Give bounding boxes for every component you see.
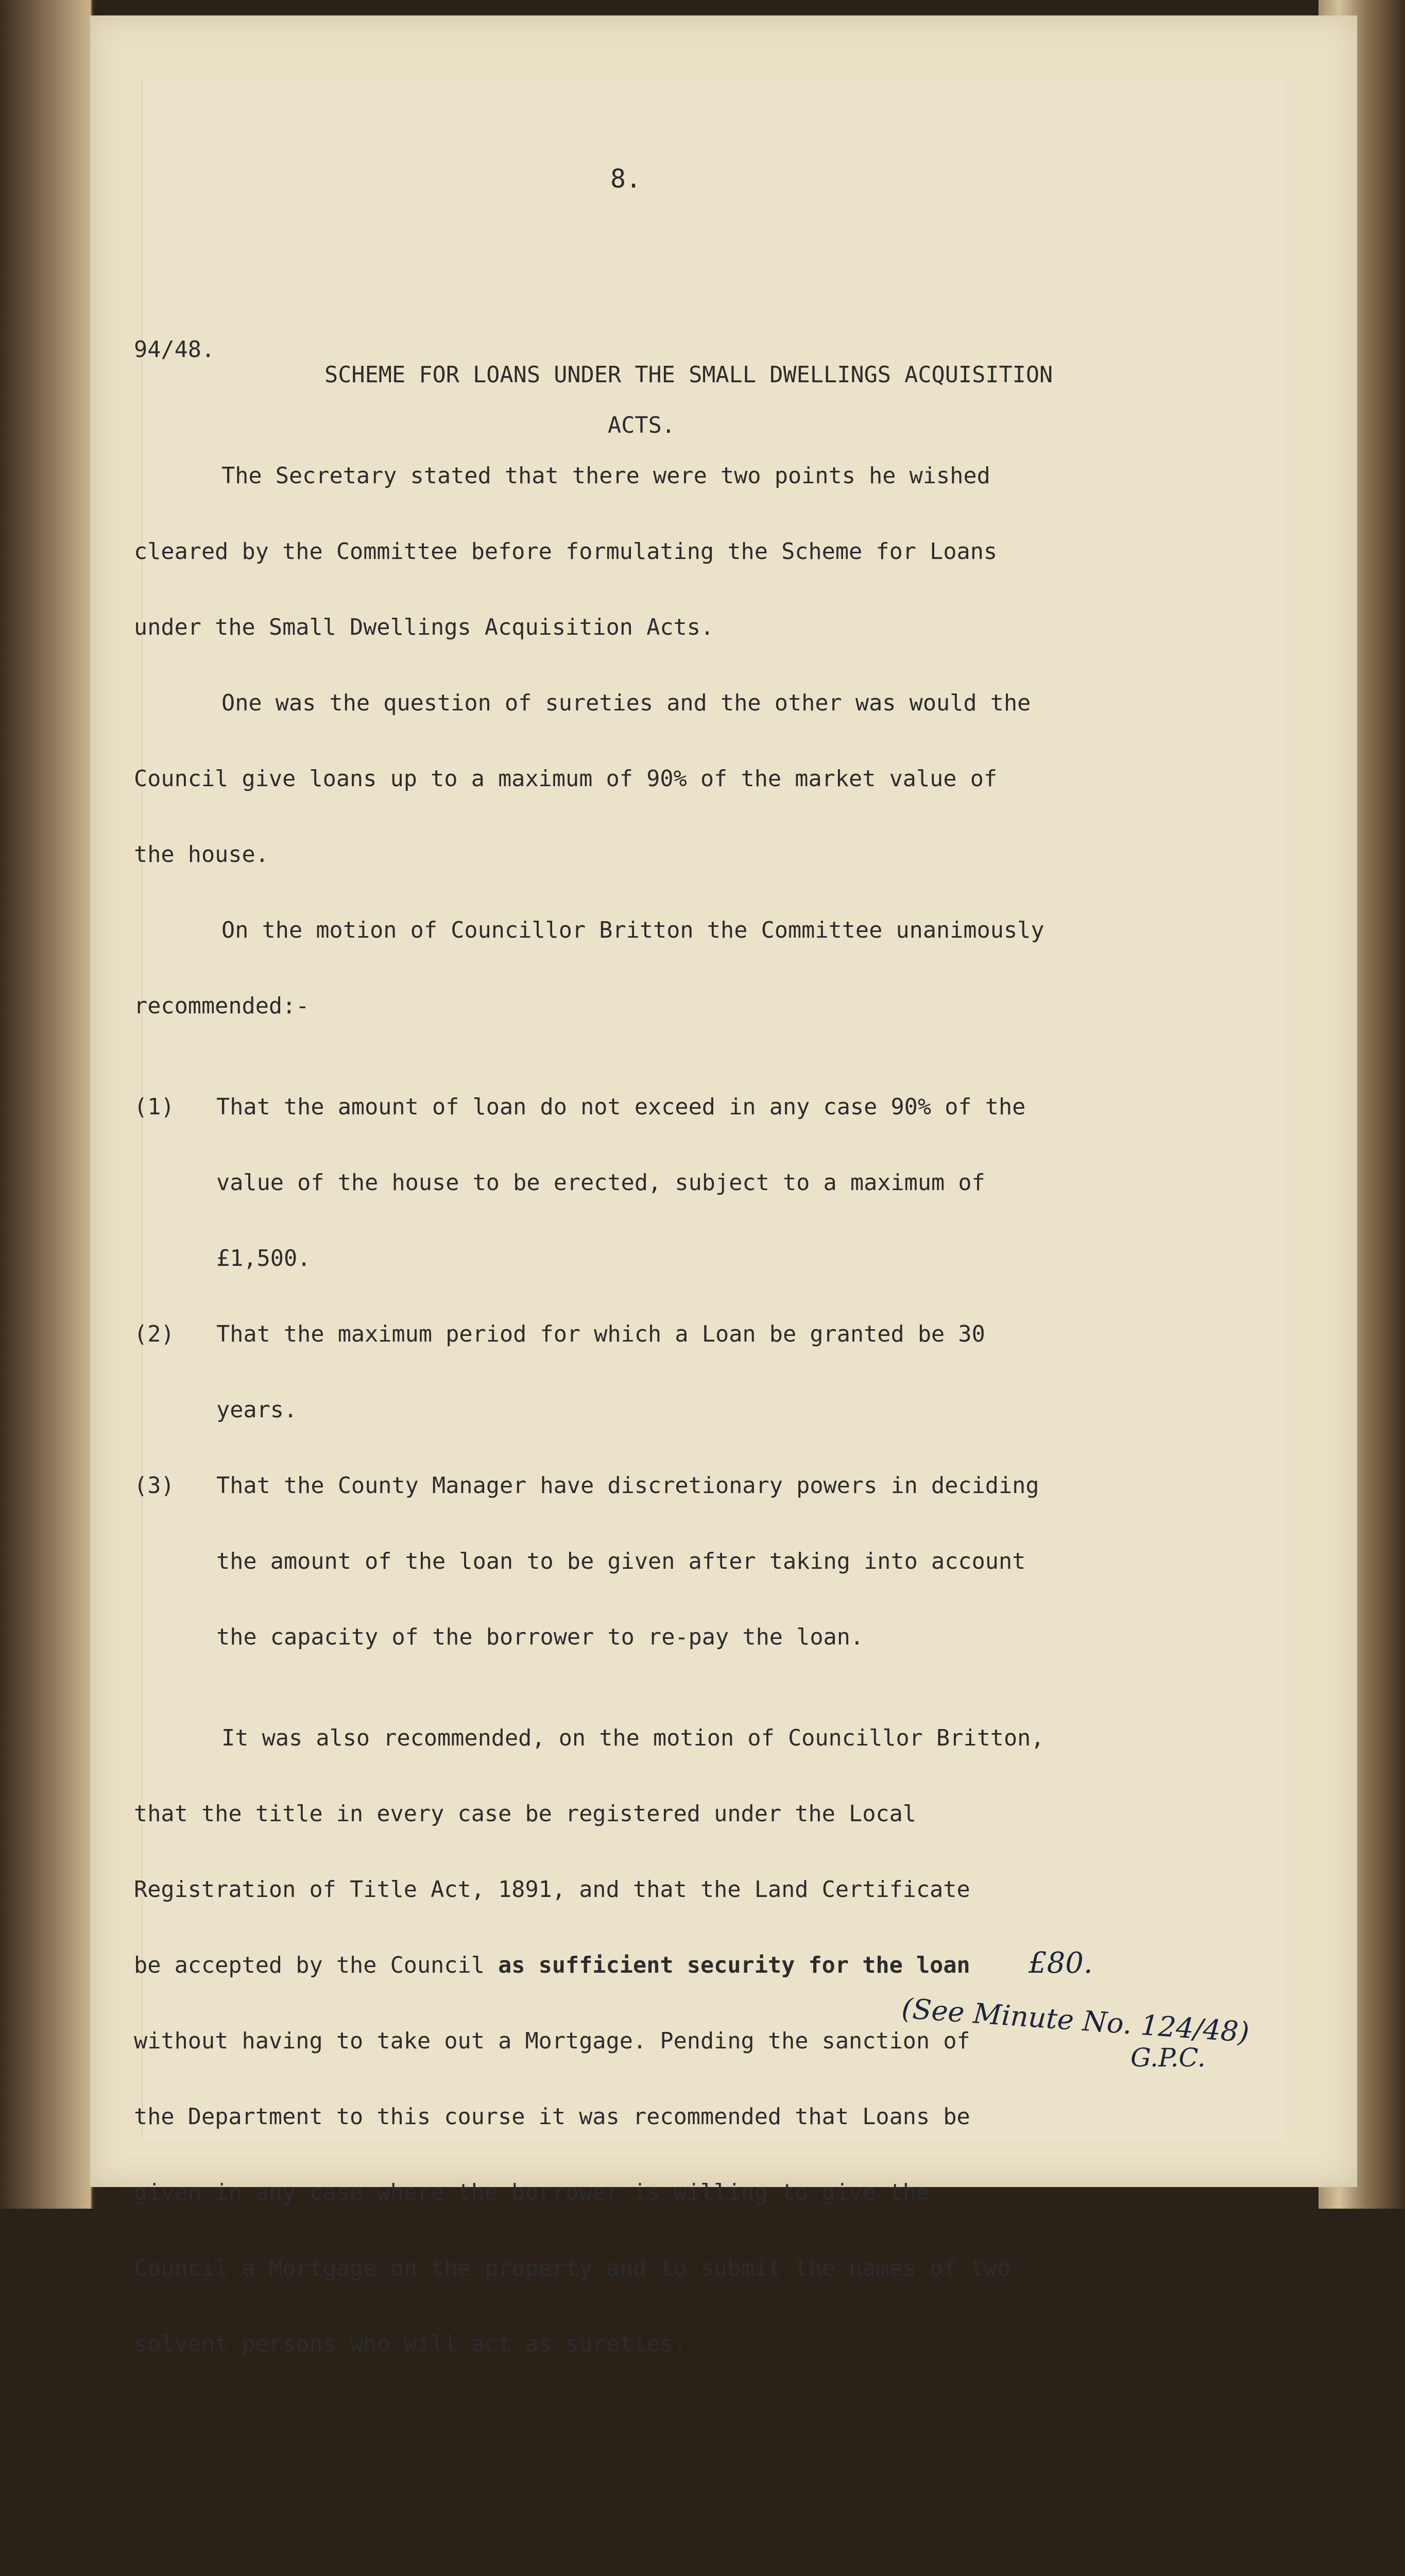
item-number: (3) (134, 1473, 175, 1499)
item-text: the capacity of the borrower to re-pay the loan. (216, 1624, 864, 1650)
list-item-cont (134, 1246, 1226, 1272)
para-line: On the motion of Councillor Britton the Committee unanimously (221, 918, 1044, 943)
minute-header (134, 2564, 1226, 2576)
item-text: value of the house to be erected, subject to a maximum of (216, 1170, 985, 1196)
para-line: the Department to this course it was recommended that Loans be (134, 2104, 970, 2130)
para-line: It was also recommended, on the motion of Councillor Britton, (221, 1725, 1044, 1751)
para-line: solvent persons who will act as sureties. (134, 2331, 687, 2357)
handwritten-cross-reference: (See Minute No. 124/48) (900, 1992, 1250, 2049)
para-text: be accepted by the Council (134, 1953, 499, 1978)
item-text: That the maximum period for which a Loan be granted be 30 (216, 1321, 985, 1347)
para-line: One was the question of sureties and the other was would the (221, 690, 1031, 716)
minute-header (134, 312, 1226, 388)
para-line: without having to take out a Mortgage. Pending the sanction of (134, 2028, 970, 2054)
item-text: That the amount of loan do not exceed in any case 90% of the (216, 1094, 1026, 1120)
item-text: the amount of the loan to be given after taking into account (216, 1549, 1026, 1574)
item-text: years. (216, 1397, 298, 1423)
para-line: that the title in every case be registered under the Local (134, 1801, 916, 1827)
minute-header-cont (134, 388, 1226, 438)
item-text: £1,500. (216, 1246, 311, 1272)
para-line: under the Small Dwellings Acquisition Acts. (134, 615, 714, 640)
page-number: 8. (610, 164, 642, 194)
para-line: Council give loans up to a maximum of 90% of the market value of (134, 766, 998, 792)
list-item-cont (134, 1625, 1226, 1650)
para-line: Council a Mortgage on the property and to submit the names of two (134, 2256, 1011, 2281)
list-item (134, 1095, 1226, 1120)
item-number: (2) (134, 1321, 175, 1347)
section-gap (134, 2433, 1226, 2463)
para-line: Registration of Title Act, 1891, and that the Land Certificate (134, 1877, 970, 1903)
para-line: given in any case where the borrower is willing to give the (134, 2180, 930, 2206)
minute-heading: SCHEME FOR LOANS UNDER THE SMALL DWELLINGS ACQUISITION (324, 362, 1053, 388)
item-number: (1) (134, 1094, 175, 1120)
handwritten-initials: G.P.C. (1130, 2043, 1206, 2073)
para-line: the house. (134, 842, 269, 868)
list-item (134, 1322, 1226, 1347)
list-item-cont (134, 1398, 1226, 1423)
list-item-cont (134, 1171, 1226, 1196)
minute-heading-cont: ACTS. (608, 413, 675, 438)
minutes-text (134, 211, 1226, 2576)
list-item (134, 1473, 1226, 1499)
handwritten-amount: £80. (1029, 1946, 1093, 1980)
para-line: The Secretary stated that there were two points he wished (221, 463, 990, 489)
para-line: recommended:- (134, 993, 310, 1019)
list-item-cont (134, 1549, 1226, 1574)
item-text: That the County Manager have discretionary powers in deciding (216, 1473, 1039, 1499)
para-line: cleared by the Committee before formulating the Scheme for Loans (134, 539, 998, 565)
minute-number: 94/48. (134, 337, 215, 363)
inserted-text: as sufficient security for the loan (498, 1953, 970, 1978)
